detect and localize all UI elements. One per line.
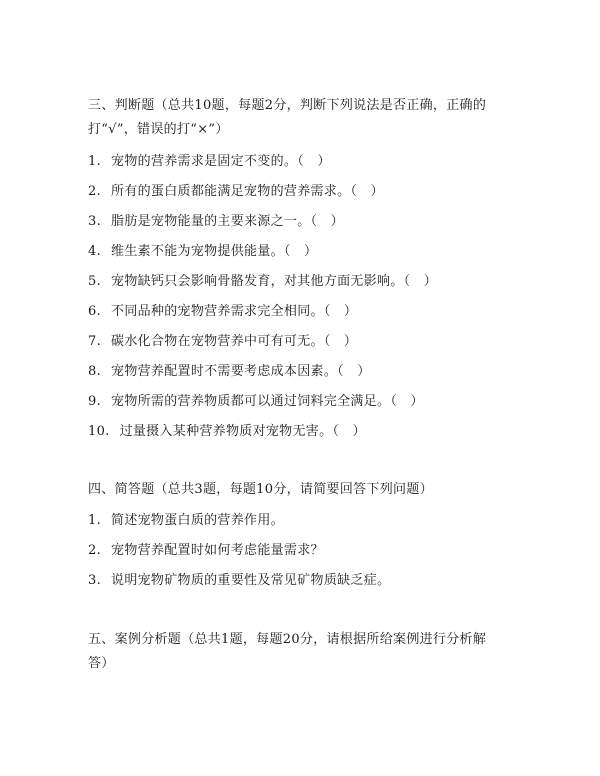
short-answer-item-3 xyxy=(88,571,390,591)
item-text: 脂肪是宠物能量的主要来源之一。（ ） xyxy=(111,214,344,229)
item-number: 2. xyxy=(88,543,102,558)
item-text: 简述宠物蛋白质的营养作用。 xyxy=(111,513,284,528)
short-answer-item-1 xyxy=(88,511,284,531)
judgment-item-9 xyxy=(88,392,424,412)
item-text: 所有的蛋白质都能满足宠物的营养需求。（ ） xyxy=(111,184,384,199)
item-number: 8. xyxy=(88,364,102,379)
item-text: 宠物营养配置时不需要考虑成本因素。（ ） xyxy=(111,364,371,379)
judgment-item-5 xyxy=(88,272,437,292)
judgment-item-8 xyxy=(88,362,371,382)
item-number: 1. xyxy=(88,154,102,169)
item-number: 1. xyxy=(88,513,102,528)
item-text: 宠物缺钙只会影响骨骼发育，对其他方面无影响。（ ） xyxy=(111,274,438,289)
judgment-item-10 xyxy=(88,422,366,442)
section-5-heading-line-2: 答） xyxy=(88,656,115,671)
section-4-heading: 四、简答题（总共3题，每题10分，请简要回答下列问题） xyxy=(88,482,433,497)
item-number: 5. xyxy=(88,274,102,289)
judgment-item-4 xyxy=(88,242,317,262)
judgment-item-6 xyxy=(88,302,357,322)
judgment-item-3 xyxy=(88,212,344,232)
judgment-item-2 xyxy=(88,182,384,202)
item-text: 宠物的营养需求是固定不变的。（ ） xyxy=(111,154,331,169)
item-text: 维生素不能为宠物提供能量。（ ） xyxy=(111,244,318,259)
judgment-item-1 xyxy=(88,152,331,172)
item-number: 3. xyxy=(88,573,102,588)
judgment-item-7 xyxy=(88,332,357,352)
short-answer-item-2 xyxy=(88,541,324,561)
section-5-heading-line-1: 五、案例分析题（总共1题，每题20分，请根据所给案例进行分析解 xyxy=(88,632,487,647)
item-number: 4. xyxy=(88,244,102,259)
section-3-heading-line-2: 打“√”，错误的打“×”） xyxy=(88,122,229,137)
item-text: 宠物所需的营养物质都可以通过饲料完全满足。（ ） xyxy=(111,394,424,409)
item-number: 3. xyxy=(88,214,102,229)
item-number: 10. xyxy=(88,424,110,439)
item-text: 不同品种的宠物营养需求完全相同。（ ） xyxy=(111,304,358,319)
item-text: 碳水化合物在宠物营养中可有可无。（ ） xyxy=(111,334,358,349)
section-3-heading-line-1: 三、判断题（总共10题，每题2分，判断下列说法是否正确，正确的 xyxy=(88,98,487,113)
item-text: 宠物营养配置时如何考虑能量需求？ xyxy=(111,543,324,558)
item-number: 6. xyxy=(88,304,102,319)
item-number: 7. xyxy=(88,334,102,349)
item-text: 过量摄入某种营养物质对宠物无害。（ ） xyxy=(119,424,366,439)
item-number: 9. xyxy=(88,394,102,409)
item-text: 说明宠物矿物质的重要性及常见矿物质缺乏症。 xyxy=(111,573,391,588)
item-number: 2. xyxy=(88,184,102,199)
